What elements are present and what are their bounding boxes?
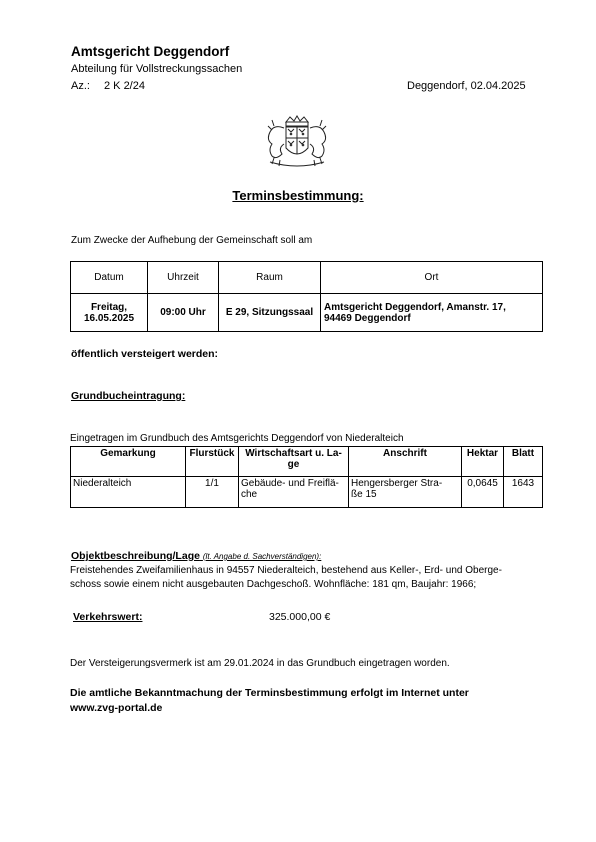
header-wirtschaftsart-line2: ge xyxy=(287,459,300,470)
vermerk-text: Der Versteigerungsvermerk ist am 29.01.2024 in das Grundbuch eingetragen worden. xyxy=(70,658,450,669)
intro-text: Zum Zwecke der Aufhebung der Gemeinschaft soll am xyxy=(71,235,313,246)
date-value: 16.05.2025 xyxy=(83,312,135,324)
place-date: Deggendorf, 02.04.2025 xyxy=(407,80,526,92)
header-ort: Ort xyxy=(321,262,543,294)
header-raum: Raum xyxy=(219,262,321,294)
header-uhrzeit: Uhrzeit xyxy=(148,262,219,294)
wirtschaftsart-line2: che xyxy=(241,489,258,500)
table-row xyxy=(71,294,543,332)
cell-room: E 29, Sitzungssaal xyxy=(219,294,321,332)
location-line1: Amtsgericht Deggendorf, Amanstr. 17, xyxy=(324,301,506,313)
wirtschaftsart-line1: Gebäude- und Freiflä- xyxy=(241,478,339,489)
cell-hektar: 0,0645 xyxy=(462,477,504,508)
verkehrswert-value: 325.000,00 € xyxy=(269,611,331,623)
header-hektar: Hektar xyxy=(462,447,504,477)
cell-time: 09:00 Uhr xyxy=(148,294,219,332)
grundbuch-title: Grundbucheintragung: xyxy=(71,390,186,402)
verkehrswert-label: Verkehrswert: xyxy=(73,611,143,623)
header-gemarkung: Gemarkung xyxy=(71,447,186,477)
location-line2: 94469 Deggendorf xyxy=(324,312,411,324)
auction-text: öffentlich versteigert werden: xyxy=(71,348,219,360)
objekt-description xyxy=(70,564,550,592)
cell-anschrift xyxy=(349,477,462,508)
cell-wirtschaftsart xyxy=(239,477,349,508)
announcement-line1: Die amtliche Bekanntmachung der Terminsbestimmung erfolgt im Internet unter xyxy=(70,687,469,699)
anschrift-line1: Hengersberger Stra- xyxy=(351,478,443,489)
objekt-note: (lt. Angabe d. Sachverständigen): xyxy=(202,552,322,561)
grundbuch-intro: Eingetragen im Grundbuch des Amtsgerichts Deggendorf von Niederalteich xyxy=(70,433,404,444)
header-blatt: Blatt xyxy=(504,447,543,477)
cell-location xyxy=(321,294,543,332)
bavarian-coat-of-arms-icon xyxy=(262,114,332,170)
cell-gemarkung: Niederalteich xyxy=(71,477,186,508)
date-weekday: Freitag, xyxy=(90,301,128,313)
case-number-label: Az.: xyxy=(71,80,90,92)
cell-blatt: 1643 xyxy=(504,477,543,508)
table-row xyxy=(71,477,543,508)
header-wirtschaftsart-line1: Wirtschaftsart u. La- xyxy=(245,448,342,459)
objekt-title-text: Objektbeschreibung/Lage xyxy=(71,550,200,562)
court-name: Amtsgericht Deggendorf xyxy=(71,44,230,59)
header-datum: Datum xyxy=(71,262,148,294)
cell-date xyxy=(71,294,148,332)
anschrift-line2: ße 15 xyxy=(351,489,377,500)
announcement-url[interactable]: www.zvg-portal.de xyxy=(70,702,163,714)
header-flurstueck: Flurstück xyxy=(186,447,239,477)
objekt-line1: Freistehendes Zweifamilienhaus in 94557 Niederalteich, bestehend aus Keller-, Erd- und Oberge- xyxy=(70,565,502,576)
department: Abteilung für Vollstreckungssachen xyxy=(71,63,243,75)
table-header-row xyxy=(71,447,543,477)
announcement xyxy=(70,686,540,716)
header-wirtschaftsart xyxy=(239,447,349,477)
document-title: Terminsbestimmung: xyxy=(232,188,364,203)
table-header-row xyxy=(71,262,543,294)
case-number: 2 K 2/24 xyxy=(104,80,145,92)
objekt-title xyxy=(71,550,321,562)
cell-flurstueck: 1/1 xyxy=(186,477,239,508)
grundbuch-table xyxy=(70,446,543,508)
appointment-table xyxy=(70,261,543,332)
objekt-line2: schoss sowie einem nicht ausgebauten Dachgeschoß. Wohnfläche: 181 qm, Baujahr: 1966; xyxy=(70,579,477,590)
header-anschrift: Anschrift xyxy=(349,447,462,477)
